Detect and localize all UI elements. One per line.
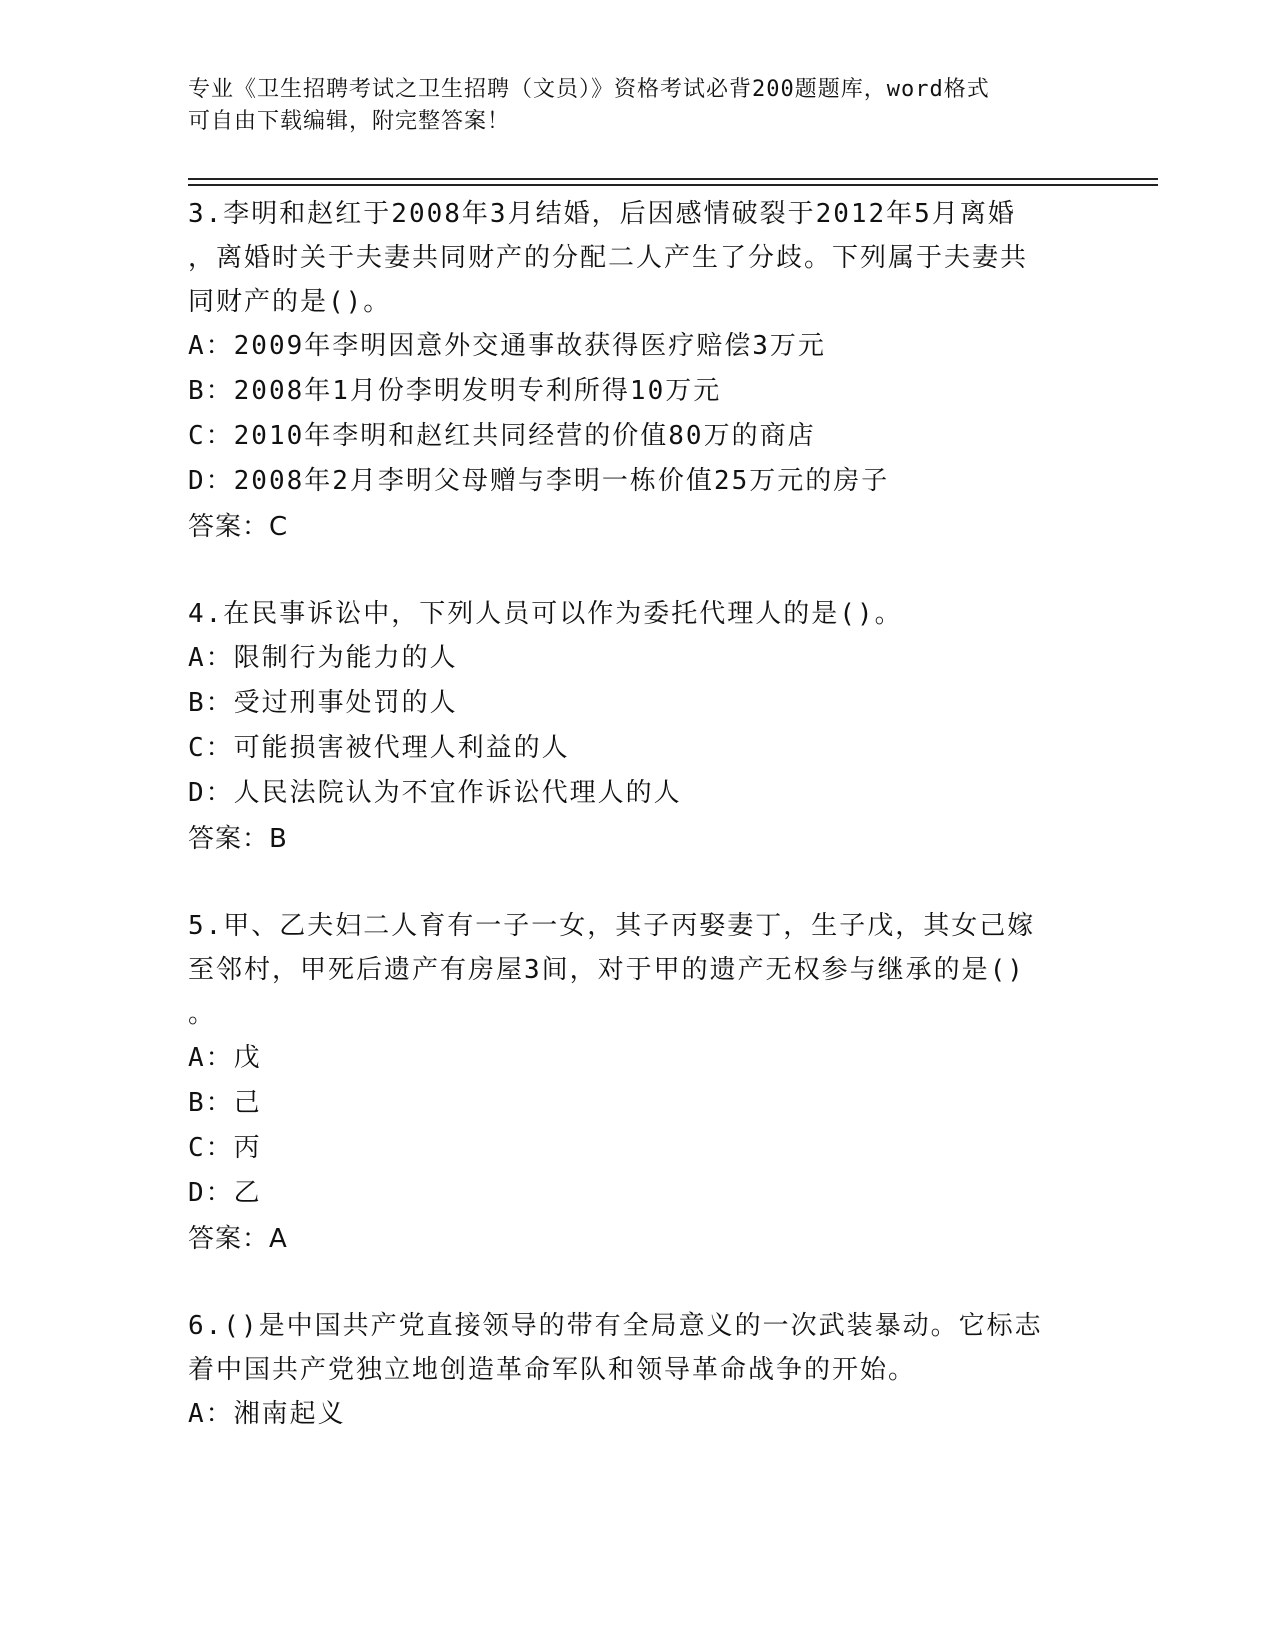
question-stem-line: 3.李明和赵红于2008年3月结婚，后因感情破裂于2012年5月离婚	[188, 199, 1016, 229]
option-a: A：2009年李明因意外交通事故获得医疗赔偿3万元	[188, 331, 826, 361]
option-b: B：受过刑事处罚的人	[188, 688, 458, 718]
answer-line: 答案：C	[188, 512, 289, 542]
option-b: B：2008年1月份李明发明专利所得10万元	[188, 376, 722, 406]
option-c: C：可能损害被代理人利益的人	[188, 733, 570, 763]
question-stem-line: ，离婚时关于夫妻共同财产的分配二人产生了分歧。下列属于夫妻共	[188, 243, 1029, 273]
option-c: C：丙	[188, 1133, 262, 1163]
option-c: C：2010年李明和赵红共同经营的价值80万的商店	[188, 421, 816, 451]
option-a: A：戊	[188, 1043, 262, 1073]
question-stem-line: 4.在民事诉讼中，下列人员可以作为委托代理人的是()。	[188, 599, 903, 629]
answer-line: 答案：A	[188, 1224, 288, 1254]
question-stem-line: 同财产的是()。	[188, 287, 392, 317]
option-d: D：人民法院认为不宜作诉讼代理人的人	[188, 778, 682, 808]
question-3	[188, 192, 1068, 550]
question-stem-line: 5.甲、乙夫妇二人育有一子一女，其子丙娶妻丁，生子戊，其女己嫁	[188, 911, 1036, 941]
option-a: A：湘南起义	[188, 1399, 346, 1429]
header-line-2: 可自由下载编辑，附完整答案！	[188, 109, 511, 134]
question-6	[188, 1304, 1068, 1437]
question-list	[188, 192, 1068, 1479]
answer-line: 答案：B	[188, 824, 288, 854]
question-stem-line: 着中国共产党独立地创造革命军队和领导革命战争的开始。	[188, 1355, 917, 1385]
option-d: D：2008年2月李明父母赠与李明一栋价值25万元的房子	[188, 466, 890, 496]
option-d: D：乙	[188, 1178, 262, 1208]
question-stem-line: 6.()是中国共产党直接领导的带有全局意义的一次武装暴动。它标志	[188, 1311, 1043, 1341]
header-divider-top	[188, 178, 1158, 180]
document-header	[188, 74, 1068, 138]
header-divider-bottom	[188, 184, 1158, 186]
question-stem-line: 至邻村，甲死后遗产有房屋3间，对于甲的遗产无权参与继承的是()	[188, 955, 1025, 985]
option-b: B：己	[188, 1088, 262, 1118]
header-line-1: 专业《卫生招聘考试之卫生招聘（文员）》资格考试必背200题题库，word格式	[188, 77, 990, 102]
question-stem-line: 。	[188, 999, 217, 1029]
question-4	[188, 592, 1068, 862]
question-5	[188, 904, 1068, 1262]
option-a: A：限制行为能力的人	[188, 643, 458, 673]
